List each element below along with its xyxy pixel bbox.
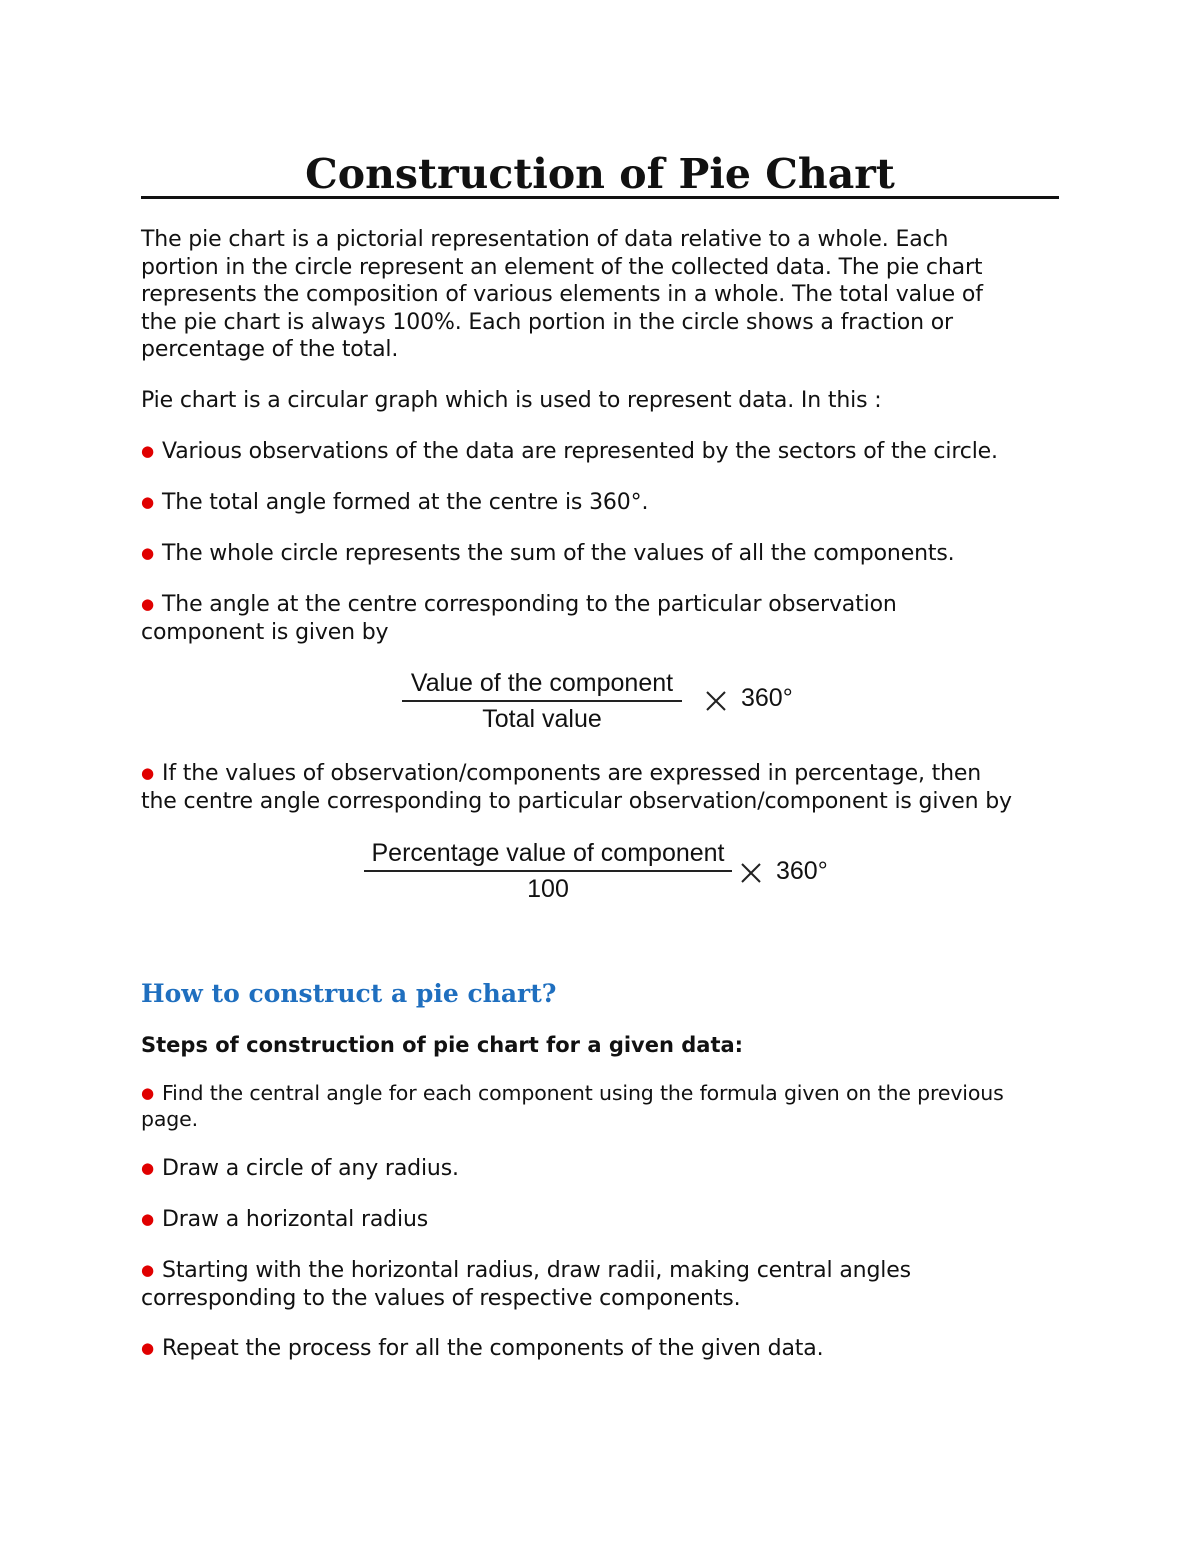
bullet-item xyxy=(141,540,1059,568)
step-text: Find the central angle for each component using the formula given on the previous xyxy=(162,1081,1004,1105)
bullet-icon: ● xyxy=(141,764,154,782)
fraction-bar xyxy=(364,870,732,872)
fraction-bar xyxy=(402,700,682,702)
step-text: Repeat the process for all the components of the given data. xyxy=(162,1336,824,1361)
step-item xyxy=(141,1155,1059,1183)
step-text: corresponding to the values of respective components. xyxy=(141,1285,741,1311)
bullet-item xyxy=(141,489,1059,517)
intro-line: portion in the circle represent an element of the collected data. The pie chart xyxy=(141,254,983,280)
step-item xyxy=(141,1206,1059,1234)
intro-line: percentage of the total. xyxy=(141,337,399,362)
step-text: Draw a circle of any radius. xyxy=(162,1156,459,1181)
bullet-item xyxy=(141,760,1059,815)
times-icon xyxy=(704,689,728,713)
intro-line: The pie chart is a pictorial representation of data relative to a whole. Each xyxy=(141,227,949,252)
intro-line: the pie chart is always 100%. Each portion in the circle shows a fraction or xyxy=(141,309,953,335)
bullet-text: If the values of observation/components are expressed in percentage, then xyxy=(162,761,982,786)
intro-line: represents the composition of various elements in a whole. The total value of xyxy=(141,282,983,307)
bullet-text: The angle at the centre corresponding to the particular observation xyxy=(162,592,897,617)
step-text: Draw a horizontal radius xyxy=(162,1207,429,1232)
title-underline xyxy=(141,196,1059,199)
lead-paragraph: Pie chart is a circular graph which is used to represent data. In this : xyxy=(141,388,882,413)
bullet-icon: ● xyxy=(141,544,154,562)
step-item xyxy=(141,1080,1059,1132)
page-title: Construction of Pie Chart xyxy=(305,150,895,198)
bullet-icon: ● xyxy=(141,1159,154,1177)
times-icon xyxy=(739,861,763,885)
bullet-item xyxy=(141,438,1059,466)
step-text: page. xyxy=(141,1107,198,1131)
bullet-icon: ● xyxy=(141,442,154,460)
formula-angle xyxy=(402,668,802,738)
bullet-text: the centre angle corresponding to particular observation/component is given by xyxy=(141,788,1012,814)
bullet-item xyxy=(141,591,1059,646)
bullet-icon: ● xyxy=(141,493,154,511)
fraction-numerator: Percentage value of component xyxy=(371,839,725,867)
fraction-denominator: Total value xyxy=(482,705,602,733)
section-heading: How to construct a pie chart? xyxy=(141,979,557,1008)
fraction-denominator: 100 xyxy=(527,875,569,903)
intro-paragraph xyxy=(141,226,1059,364)
bullet-text: Various observations of the data are represented by the sectors of the circle. xyxy=(162,439,998,464)
bullet-icon: ● xyxy=(141,1210,154,1228)
bullet-text: The whole circle represents the sum of the values of all the components. xyxy=(162,541,955,566)
fraction xyxy=(364,838,732,904)
step-item xyxy=(141,1257,1059,1312)
fraction xyxy=(402,668,682,734)
step-text: Starting with the horizontal radius, draw radii, making central angles xyxy=(162,1258,911,1283)
bullet-text: The total angle formed at the centre is 360°. xyxy=(162,490,649,515)
formula-percentage xyxy=(364,838,844,908)
bullet-icon: ● xyxy=(141,1261,154,1279)
fraction-numerator: Value of the component xyxy=(410,669,674,697)
bullet-text: component is given by xyxy=(141,619,389,645)
bullet-icon: ● xyxy=(141,1084,154,1102)
section-subheading: Steps of construction of pie chart for a given data: xyxy=(141,1033,744,1057)
step-item xyxy=(141,1335,1059,1363)
formula-multiplier: 360° xyxy=(776,857,828,885)
formula-multiplier: 360° xyxy=(741,684,793,712)
bullet-icon: ● xyxy=(141,595,154,613)
bullet-icon: ● xyxy=(141,1339,154,1357)
